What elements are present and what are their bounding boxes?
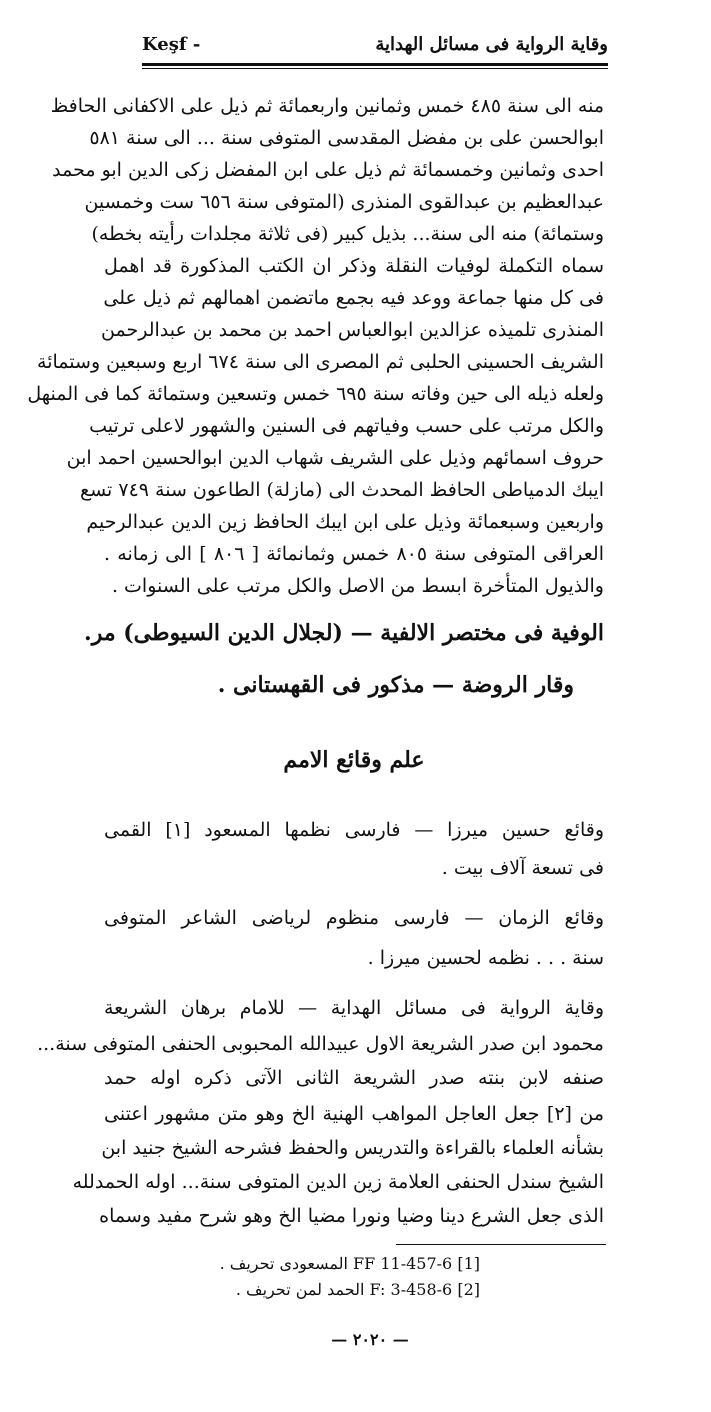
entry-zaman-line: وقائع الزمان — فارسى منظوم لرياضى الشاعر المتوفى xyxy=(104,907,604,929)
running-header xyxy=(142,32,608,60)
entry-husayn-line: فى تسعة آلاف بيت . xyxy=(441,857,604,879)
body-line: واربعين وسبعمائة وذيل على ابن ايبك الحافظ زين الدين عبدالرحيم xyxy=(86,511,604,533)
body-line: احدى وثمانين وخمسمائة ثم ذيل على ابن المفضل زكى الدين ابو محمد xyxy=(52,159,604,181)
entry-wiqaya-line: محمود ابن صدر الشريعة الاول عبيدالله المحبوبى الحنفى المتوفى سنة... xyxy=(37,1033,604,1055)
entry-wiqaya-line: من [٢] جعل العاجل المواهب الهنية الخ وهو متن مشهور اعتنى xyxy=(104,1103,605,1125)
entry-wiqaya-line: صنفه لابن بنته صدر الشريعة الثانى الآتى ذكره اوله حمد xyxy=(104,1067,604,1089)
header-title: وقاية الرواية فى مسائل الهداية xyxy=(375,34,608,55)
body-line: ايبك الدمياطى الحافظ المحدث الى (مازلة) الطاعون سنة ٧٤٩ تسع xyxy=(80,479,604,501)
body-line: العراقى المتوفى سنة ٨٠٥ خمس وثمانمائة [ ٨٠٦ ] الى زمانه . xyxy=(104,543,604,565)
footnote-rule xyxy=(396,1244,606,1245)
section-heading: علم وقائع الامم xyxy=(283,747,425,773)
entry-wiqaya-line: الشيخ سندل الحنفى العلامة زين الدين المتوفى سنة... اوله الحمدلله xyxy=(72,1171,604,1193)
body-line: وستمائة) منه الى سنة... بذيل كبير (فى ثلاثة مجلدات رأيته بخطه) xyxy=(91,223,604,245)
body-line: الشريف الحسينى الحلبى ثم المصرى الى سنة ٦٧٤ اربع وسبعين وستمائة xyxy=(37,351,604,373)
header-keyword: Keşf - xyxy=(142,34,201,55)
entry-waqar: وقار الروضة — مذكور فى القهستانى . xyxy=(217,672,574,698)
entry-wiqaya-line: وقاية الرواية فى مسائل الهداية — للامام برهان الشريعة xyxy=(104,997,604,1019)
footnote: [1] FF 11-457-6 المسعودى تحريف . xyxy=(219,1254,480,1273)
body-line: والذيول المتأخرة ابسط من الاصل والكل مرتب على السنوات . xyxy=(111,575,604,597)
body-line: والكل مرتب على حسب وفياتهم فى السنين والشهور لاعلى ترتيب xyxy=(89,415,604,437)
entry-wiqaya-line: بشأنه العلماء بالقراءة والتدريس والحفظ فشرحه الشيخ جنيد ابن xyxy=(101,1137,604,1159)
header-rule-thick xyxy=(142,63,608,66)
entry-husayn-line: وقائع حسين ميرزا — فارسى نظمها المسعود [١] القمى xyxy=(104,819,605,841)
header-rule-thin xyxy=(142,68,608,69)
page-number: — ٢٠٢٠ — xyxy=(331,1330,409,1349)
entry-wiqaya-line: الذى جعل الشرع دينا وضيا ونورا مضيا الخ وهو شرح مفيد وسماه xyxy=(99,1205,604,1227)
body-line: منه الى سنة ٤٨٥ خمس وثمانين واربعمائة ثم ذيل على الاكفانى الحافظ xyxy=(50,95,604,117)
entry-zaman-line: سنة . . . نظمه لحسين ميرزا . xyxy=(367,947,604,969)
body-line: عبدالعظيم بن عبدالقوى المنذرى (المتوفى سنة ٦٥٦ ست وخمسين xyxy=(84,191,604,213)
body-line: سماه التكملة لوفيات النقلة وذكر ان الكتب المذكورة قد اهمل xyxy=(104,255,604,277)
body-line: فى كل منها جماعة ووعد فيه بجمع ماتضمن اهمالهم ثم ذيل على xyxy=(103,287,604,309)
body-line: ابوالحسن على بن مفضل المقدسى المتوفى سنة ... الى سنة ٥٨١ xyxy=(89,127,604,149)
body-line: المنذرى تلميذه عزالدين ابوالعباس احمد بن محمد بن عبدالرحمن xyxy=(101,319,604,341)
footnote: [2] F: 3-458-6 الحمد لمن تحريف . xyxy=(235,1280,480,1299)
body-line: ولعله ذيله الى حين وفاته سنة ٦٩٥ خمس وتسعين وستمائة كما فى المنهل xyxy=(27,383,604,405)
body-line: حروف اسمائهم وذيل على الشريف شهاب الدين ابوالحسين احمد ابن xyxy=(66,447,604,469)
entry-wafiya: الوفية فى مختصر الالفية — (لجلال الدين السيوطى) مر. xyxy=(84,620,604,646)
